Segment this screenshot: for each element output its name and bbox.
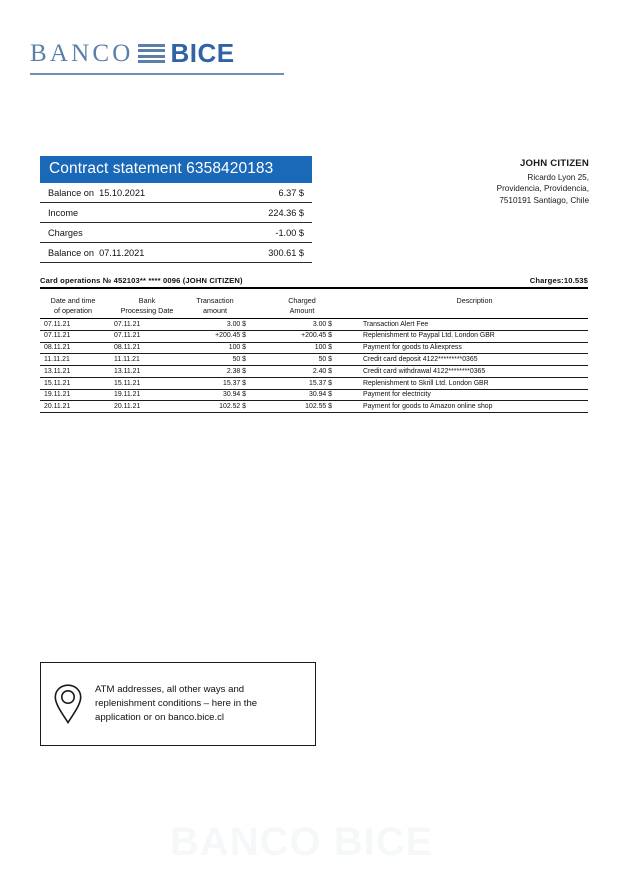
table-row (40, 354, 588, 366)
atm-notice-box (40, 662, 316, 746)
cell-transaction-amount: 30.94 $ (182, 389, 270, 401)
card-operations-label: Card operations № 452103** **** 0096 (JOHN CITIZEN) (40, 276, 243, 285)
cell-description: Credit card withdrawal 4122********0365 (358, 366, 588, 378)
customer-address-block (389, 158, 589, 206)
bank-logo (30, 38, 290, 80)
cell-description: Payment for goods to Aliexpress (358, 342, 588, 354)
cell-description: Credit card deposit 4122*********0365 (358, 354, 588, 366)
summary-row (40, 223, 312, 243)
cell-date: 07.11.21 (40, 330, 104, 342)
summary-row-label: Income (48, 207, 79, 218)
cell-charged-amount: +200.45 $ (270, 330, 358, 342)
card-operations-heading (40, 276, 588, 289)
cell-date: 20.11.21 (40, 401, 104, 413)
summary-row-value: -1.00 $ (275, 228, 304, 239)
cell-processing-date: 11.11.21 (104, 354, 182, 366)
hamburger-bars-icon (138, 43, 165, 64)
customer-address-line-3: 7510191 Santiago, Chile (499, 195, 589, 205)
cell-processing-date: 08.11.21 (104, 342, 182, 354)
cell-charged-amount: 3.00 $ (270, 319, 358, 331)
cell-date: 07.11.21 (40, 319, 104, 331)
cell-charged-amount: 50 $ (270, 354, 358, 366)
map-pin-icon (53, 683, 83, 725)
summary-row-value: 224.36 $ (268, 207, 304, 218)
table-body (40, 319, 588, 413)
table-row (40, 330, 588, 342)
cell-charged-amount: 2.40 $ (270, 366, 358, 378)
card-operations-table (40, 294, 588, 413)
cell-date: 15.11.21 (40, 377, 104, 389)
cell-transaction-amount: 15.37 $ (182, 377, 270, 389)
column-header-transaction-amount: Transaction amount (182, 294, 270, 319)
cell-transaction-amount: 50 $ (182, 354, 270, 366)
table-row (40, 377, 588, 389)
cell-transaction-amount: +200.45 $ (182, 330, 270, 342)
summary-row-label: Balance on 07.11.2021 (48, 248, 145, 259)
cell-date: 13.11.21 (40, 366, 104, 378)
statement-title: Contract statement 6358420183 (40, 156, 312, 183)
table-row (40, 366, 588, 378)
cell-date: 19.11.21 (40, 389, 104, 401)
cell-description: Payment for electricity (358, 389, 588, 401)
logo-underline-divider (30, 73, 284, 75)
column-header-charged-amount: Charged Amount (270, 294, 358, 319)
summary-row-label: Balance on 15.10.2021 (48, 187, 146, 198)
atm-notice-line-1: ATM addresses, all other ways and (95, 684, 245, 695)
customer-address-line-2: Providencia, Providencia, (496, 184, 589, 193)
cell-transaction-amount: 3.00 $ (182, 319, 270, 331)
cell-description: Transaction Alert Fee (358, 319, 588, 331)
table-row (40, 319, 588, 331)
cell-processing-date: 07.11.21 (104, 319, 182, 331)
cell-charged-amount: 102.55 $ (270, 401, 358, 413)
table-header-row (40, 294, 588, 319)
cell-transaction-amount: 102.52 $ (182, 401, 270, 413)
contract-statement-summary (40, 156, 312, 263)
cell-processing-date: 19.11.21 (104, 389, 182, 401)
cell-processing-date: 13.11.21 (104, 366, 182, 378)
atm-notice-text (95, 683, 257, 725)
column-header-date: Date and time of operation (40, 294, 104, 319)
total-charges-label: Charges:10.53$ (529, 276, 588, 285)
cell-description: Payment for goods to Amazon online shop (358, 401, 588, 413)
summary-row (40, 243, 312, 263)
cell-description: Replenishment to Skrill Ltd. London GBR (358, 377, 588, 389)
cell-transaction-amount: 2.38 $ (182, 366, 270, 378)
cell-description: Replenishment to Paypal Ltd. London GBR (358, 330, 588, 342)
customer-name: JOHN CITIZEN (519, 158, 589, 169)
cell-date: 11.11.21 (40, 354, 104, 366)
column-header-description: Description (358, 294, 588, 319)
atm-notice-line-2: replenishment conditions – here in the (95, 698, 258, 709)
cell-transaction-amount: 100 $ (182, 342, 270, 354)
summary-row (40, 183, 312, 203)
summary-row (40, 203, 312, 223)
page-watermark (170, 820, 600, 876)
customer-address-line-1: Ricardo Lyon 25, (527, 172, 589, 182)
cell-processing-date: 20.11.21 (104, 401, 182, 413)
summary-row-value: 6.37 $ (278, 187, 304, 198)
logo-text-banco: BANCO (30, 39, 134, 67)
cell-date: 08.11.21 (40, 342, 104, 354)
table-row (40, 389, 588, 401)
cell-processing-date: 15.11.21 (104, 377, 182, 389)
cell-charged-amount: 100 $ (270, 342, 358, 354)
column-header-processing-date: Bank Processing Date (104, 294, 182, 319)
table-row (40, 342, 588, 354)
table-row (40, 401, 588, 413)
summary-row-value: 300.61 $ (268, 248, 304, 259)
cell-charged-amount: 15.37 $ (270, 377, 358, 389)
summary-row-label: Charges (48, 228, 83, 239)
cell-charged-amount: 30.94 $ (270, 389, 358, 401)
atm-notice-line-3: application or on banco.bice.cl (95, 712, 225, 723)
logo-text-bice: BICE (170, 38, 235, 68)
cell-processing-date: 07.11.21 (104, 330, 182, 342)
